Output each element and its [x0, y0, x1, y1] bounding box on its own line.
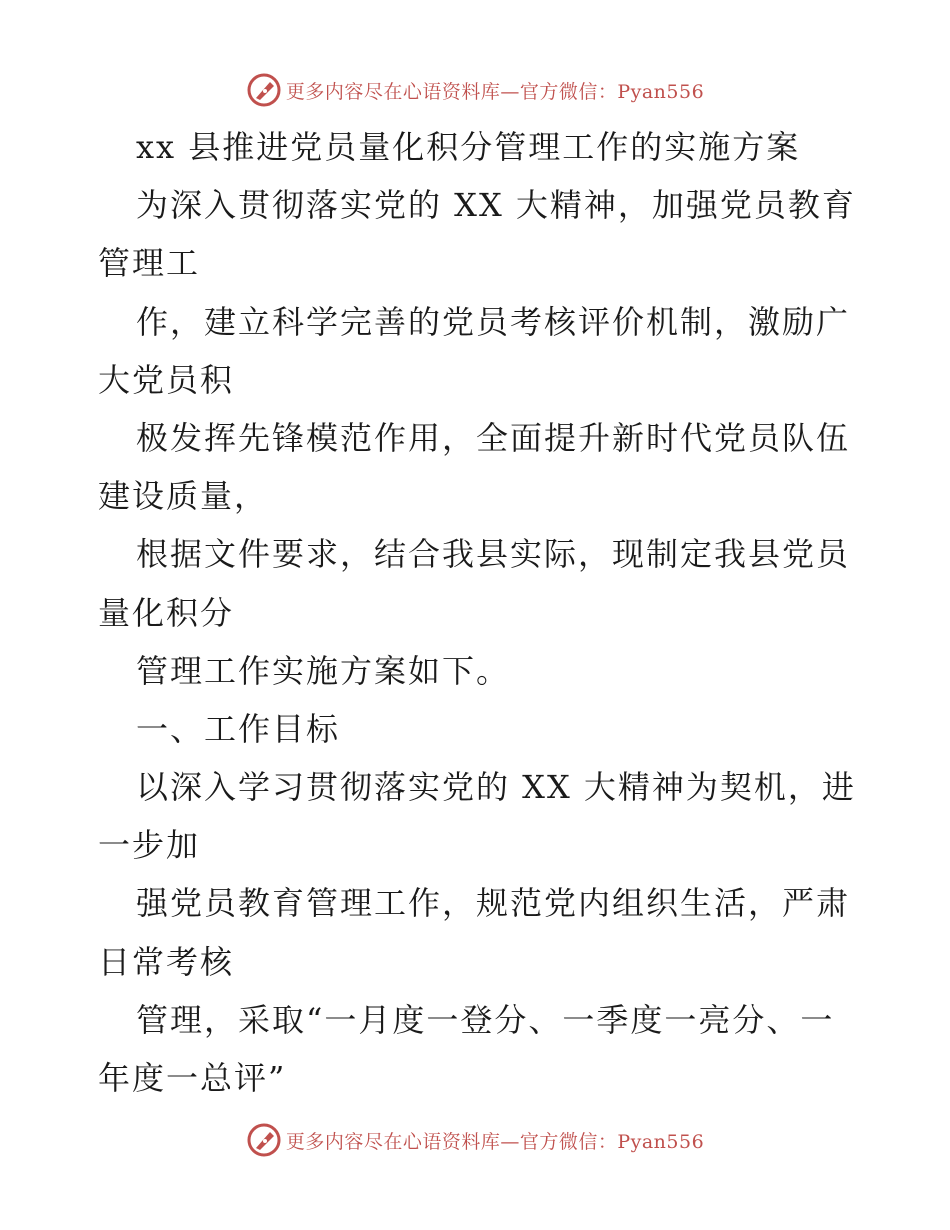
paragraph-line: 极发挥先锋模范作用，全面提升新时代党员队伍 — [136, 418, 851, 457]
paragraph-line: 建设质量， — [98, 477, 269, 516]
banner-text: 更多内容尽在心语资料库—官方微信：Pyan556 — [285, 80, 705, 103]
paragraph-line: 根据文件要求，结合我县实际，现制定我县党员 — [136, 535, 851, 574]
paragraph-line: 年度一总评” — [98, 1059, 287, 1097]
paragraph-line: 为深入贯彻落实党的 XX 大精神，加强党员教育 — [136, 186, 856, 225]
header-banner — [0, 70, 950, 110]
pen-nib-logo-icon — [246, 72, 282, 108]
paragraph-line: 强党员教育管理工作，规范党内组织生活，严肃 — [136, 884, 851, 923]
paragraph-line: 管理工作实施方案如下。 — [136, 651, 511, 690]
banner-text: 更多内容尽在心语资料库—官方微信：Pyan556 — [285, 1130, 705, 1153]
paragraph-line: 一步加 — [98, 826, 201, 865]
paragraph-line: 日常考核 — [98, 942, 235, 981]
paragraph-line: 管理，采取“一月度一登分、一季度一亮分、一 — [136, 1000, 835, 1039]
paragraph-line: 量化积分 — [98, 593, 235, 632]
document-title: xx 县推进党员量化积分管理工作的实施方案 — [136, 128, 801, 166]
paragraph-line: 以深入学习贯彻落实党的 XX 大精神为契机，进 — [136, 768, 856, 807]
paragraph-line: 一、工作目标 — [136, 709, 341, 748]
footer-banner — [0, 1120, 950, 1160]
paragraph-line: 大党员积 — [98, 360, 235, 399]
pen-nib-logo-icon — [246, 1122, 282, 1158]
document-body — [98, 118, 858, 1107]
paragraph-line: 作，建立科学完善的党员考核评价机制，激励广 — [136, 302, 851, 341]
paragraph-line: 管理工 — [98, 244, 201, 283]
